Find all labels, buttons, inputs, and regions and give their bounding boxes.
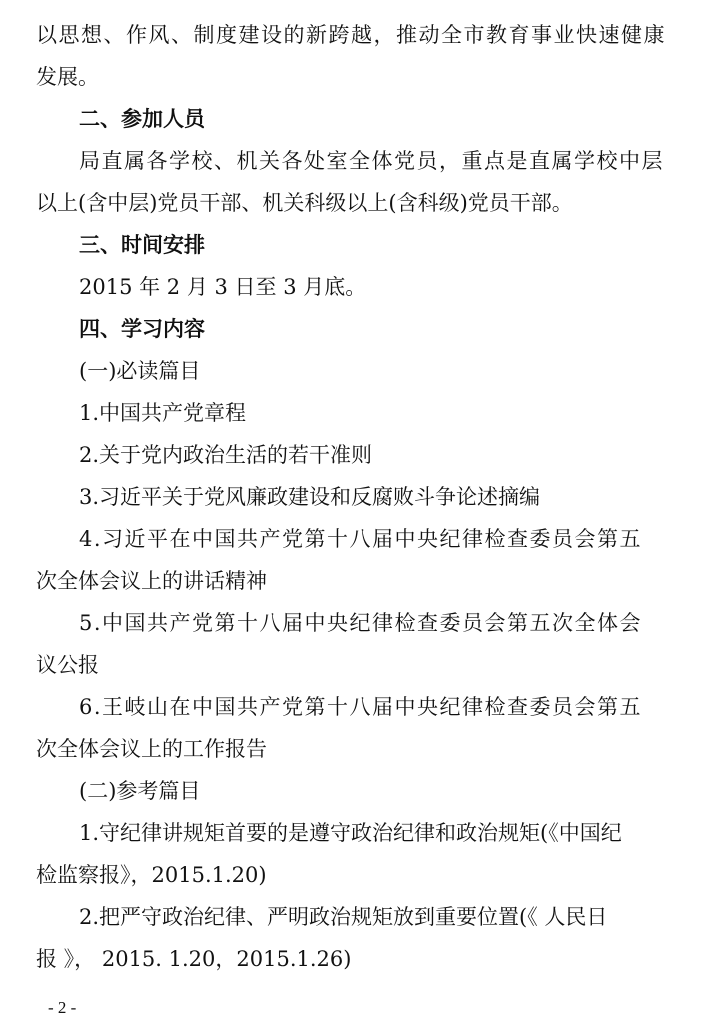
paragraph-line: 2015 年 2 月 3 日至 3 月底。: [79, 275, 367, 299]
list-item: 1.守纪律讲规矩首要的是遵守政治纪律和政治规矩(《中国纪: [79, 821, 622, 845]
list-item-continuation: 次全体会议上的讲话精神: [36, 569, 267, 593]
list-item: 3.习近平关于党风廉政建设和反腐败斗争论述摘编: [79, 485, 541, 509]
list-item-continuation: 报 》， 2015. 1.20，2015.1.26): [36, 947, 352, 971]
paragraph-line: 以上(含中层)党员干部、机关科级以上(含科级)党员干部。: [36, 191, 573, 215]
list-item: 2.关于党内政治生活的若干准则: [79, 443, 373, 467]
list-item: 5.中国共产党第十八届中央纪律检查委员会第五次全体会: [79, 611, 643, 635]
paragraph-line: 以思想、作风、制度建设的新跨越，推动全市教育事业快速健康: [36, 23, 666, 47]
subsection-heading: (一)必读篇目: [79, 359, 201, 383]
subsection-heading: (二)参考篇目: [79, 779, 201, 803]
list-item-continuation: 议公报: [36, 653, 99, 677]
list-item: 6.王岐山在中国共产党第十八届中央纪律检查委员会第五: [79, 695, 643, 719]
list-item-continuation: 检监察报》，2015.1.20): [36, 863, 267, 887]
paragraph-line: 局直属各学校、机关各处室全体党员，重点是直属学校中层: [79, 149, 664, 173]
section-heading: 二、参加人员: [79, 107, 205, 131]
list-item-continuation: 次全体会议上的工作报告: [36, 737, 267, 761]
section-heading: 三、时间安排: [79, 233, 205, 257]
section-heading: 四、学习内容: [79, 317, 205, 341]
list-item: 2.把严守政治纪律、严明政治规矩放到重要位置(《 人民日: [79, 905, 608, 929]
list-item: 1.中国共产党章程: [79, 401, 247, 425]
paragraph-line: 发展。: [36, 65, 99, 89]
list-item: 4.习近平在中国共产党第十八届中央纪律检查委员会第五: [79, 527, 643, 551]
page-number: - 2 -: [48, 998, 77, 1017]
